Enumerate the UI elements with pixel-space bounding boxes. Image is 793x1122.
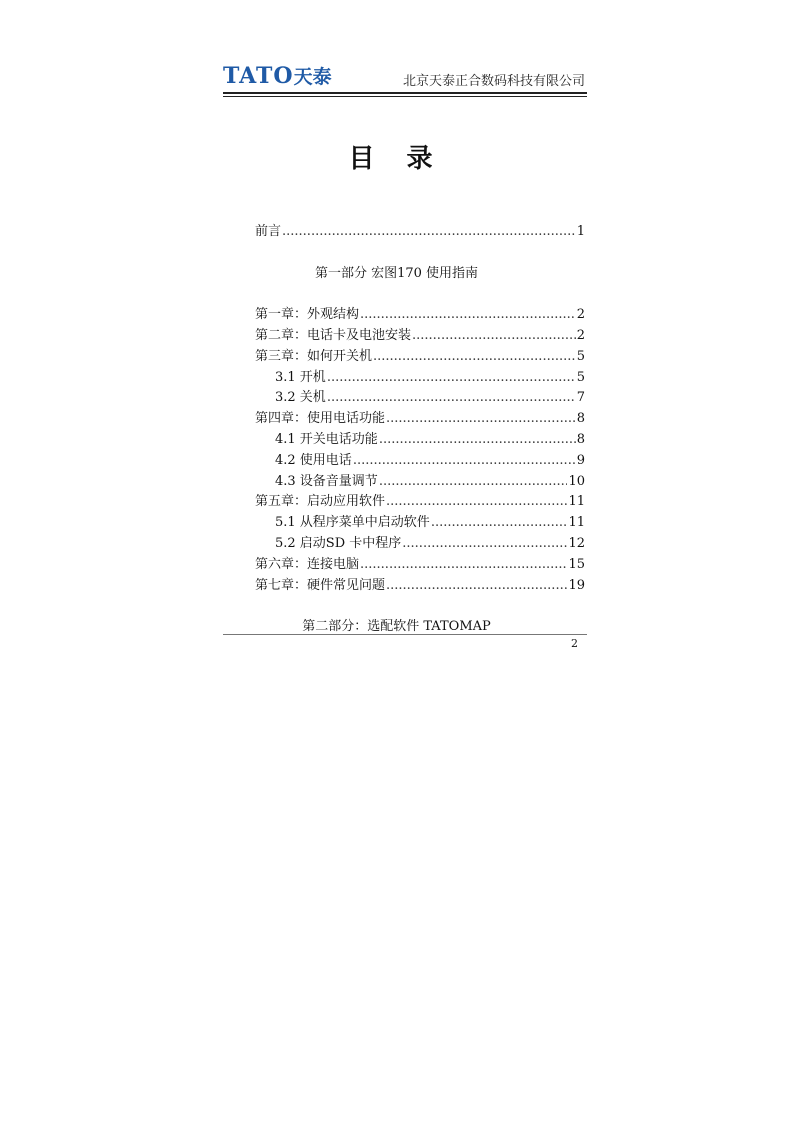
toc-page: 11 <box>568 494 585 509</box>
toc-label: 第七章：硬件常见问题 <box>255 578 386 593</box>
toc-label: 前言 <box>255 224 282 239</box>
toc-leader <box>386 578 567 593</box>
toc-label: 第三章：如何开关机 <box>255 349 373 364</box>
toc-leader <box>379 474 568 489</box>
toc-page: 1 <box>576 224 585 239</box>
toc-leader <box>282 224 576 239</box>
toc-leader <box>327 390 576 405</box>
toc-leader <box>402 536 567 551</box>
toc-label: 4.2 使用电话 <box>275 453 352 468</box>
toc-label: 4.1 开关电话功能 <box>275 432 378 447</box>
toc-leader <box>360 557 567 572</box>
toc-page: 9 <box>576 453 585 468</box>
toc-page: 11 <box>568 515 585 530</box>
toc-leader <box>373 349 576 364</box>
toc-label: 3.2 关机 <box>275 390 326 405</box>
part1-heading: 第一部分 宏图170 使用指南 <box>314 266 479 281</box>
toc-leader <box>353 453 576 468</box>
toc-label: 4.3 设备音量调节 <box>275 474 378 489</box>
company-name: 北京天泰正合数码科技有限公司 <box>402 74 585 89</box>
toc-page: 10 <box>568 474 585 489</box>
header-rule-thick <box>223 92 587 94</box>
toc-page: 2 <box>576 328 585 343</box>
toc-leader <box>431 515 568 530</box>
page-header <box>223 58 587 94</box>
tato-logo <box>223 62 332 89</box>
footer-page-number: 2 <box>571 637 578 650</box>
toc-subentry[interactable] <box>275 511 585 531</box>
toc-label: 3.1 开机 <box>275 370 326 385</box>
toc-subentry[interactable] <box>275 366 585 386</box>
toc-label: 第二章：电话卡及电池安装 <box>255 328 412 343</box>
toc-page: 7 <box>576 390 585 405</box>
toc-subentry[interactable] <box>275 428 585 448</box>
toc-page: 8 <box>576 432 585 447</box>
toc-label: 第五章：启动应用软件 <box>255 494 386 509</box>
toc-leader <box>412 328 576 343</box>
toc-page: 12 <box>568 536 585 551</box>
toc-leader <box>327 370 576 385</box>
toc-page: 5 <box>576 349 585 364</box>
toc-subentry[interactable] <box>275 449 585 469</box>
toc-page: 5 <box>576 370 585 385</box>
toc-page: 8 <box>576 411 585 426</box>
toc-page: 2 <box>576 307 585 322</box>
toc-subentry[interactable] <box>275 470 585 490</box>
toc-label: 第一章：外观结构 <box>255 307 360 322</box>
toc-label: 第四章：使用电话功能 <box>255 411 386 426</box>
logo-cn-text: 天泰 <box>293 66 332 88</box>
toc-entry[interactable] <box>255 574 585 594</box>
toc-leader <box>386 411 576 426</box>
toc-page: 15 <box>568 557 585 572</box>
toc-entry[interactable] <box>255 303 585 323</box>
toc-entry-preface[interactable] <box>255 220 585 240</box>
toc-subentry[interactable] <box>275 532 585 552</box>
toc-entry[interactable] <box>255 324 585 344</box>
toc-label: 第六章：连接电脑 <box>255 557 360 572</box>
toc-leader <box>386 494 567 509</box>
toc-subentry[interactable] <box>275 386 585 406</box>
logo-text: TATO <box>223 63 294 89</box>
toc-label: 5.1 从程序菜单中启动软件 <box>275 515 430 530</box>
header-rule-thin <box>223 96 587 97</box>
toc-leader <box>379 432 576 447</box>
toc-leader <box>360 307 576 322</box>
toc-entry[interactable] <box>255 553 585 573</box>
toc-label: 5.2 启动SD 卡中程序 <box>275 536 402 551</box>
footer-rule <box>223 634 587 635</box>
page-title: 目录 <box>348 144 465 174</box>
part2-heading: 第二部分：选配软件 TATOMAP <box>302 619 491 634</box>
toc-entry[interactable] <box>255 490 585 510</box>
toc-entry[interactable] <box>255 407 585 427</box>
toc-page: 19 <box>568 578 585 593</box>
toc-entry[interactable] <box>255 345 585 365</box>
